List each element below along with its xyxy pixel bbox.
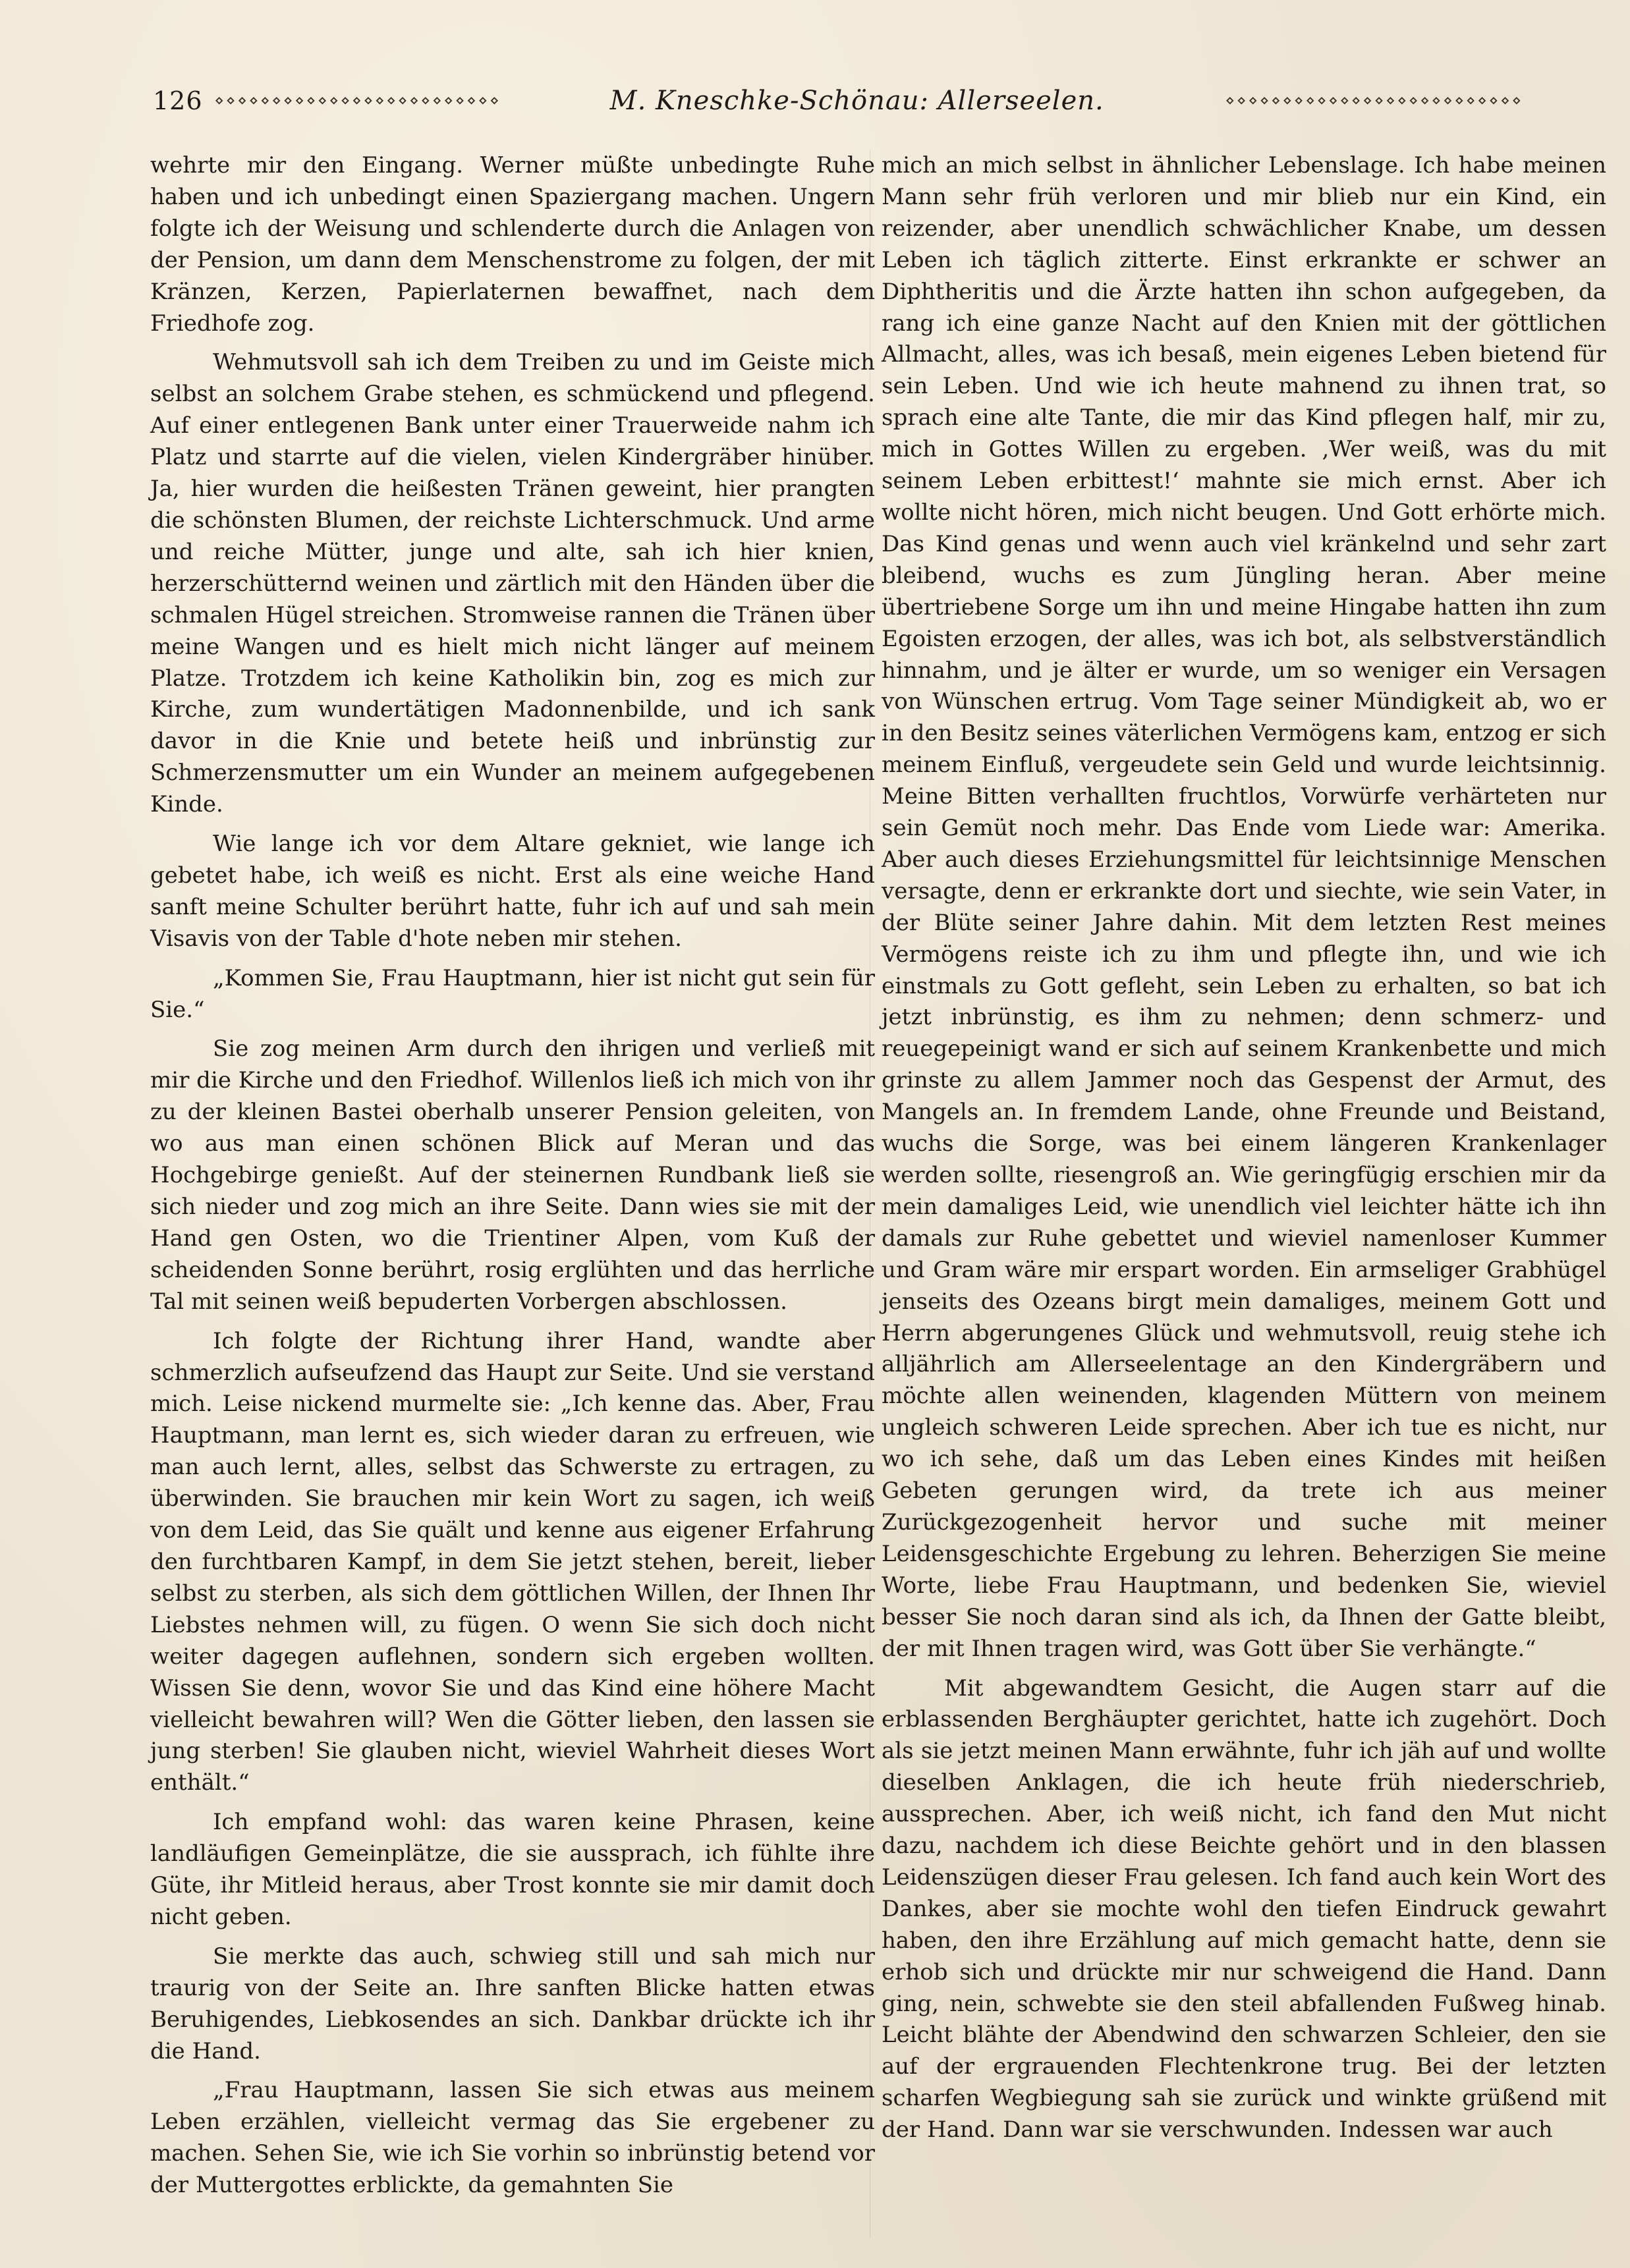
paragraph: mich an mich selbst in ähnlicher Lebenslage. Ich habe meinen Mann sehr früh verloren und mir blieb nur ein Kind, ein reizender, aber unendlich schwächlicher Knabe, um dessen Leben ich täglich zitterte. Einst erkrankte er schwer an Diphtheritis und die Ärzte hatten ihn schon aufgegeben, da rang ich eine ganze Nacht auf den Knien mit der göttlichen Allmacht, alles, was ich besaß, mein eigenes Leben bietend für sein Leben. Und wie ich heute mahnend zu ihnen trat, so sprach eine alte Tante, die mir das Kind pflegen half, mir zu, mich in Gottes Willen zu ergeben. ‚Wer weiß, was du mit seinem Leben erbittest!‘ mahnte sie mich ernst. Aber ich wollte nicht hören, mich nicht beugen. Und Gott erhörte mich. Das Kind genas und wenn auch viel kränkelnd und sehr zart bleibend, wuchs es zum Jüngling heran. Aber meine übertriebene Sorge um ihn und meine Hingabe hatten ihn zum Egoisten erzogen, der alles, was ich bot, als selbstverständlich hinnahm, und je älter er wurde, um so weniger ein Versagen von Wünschen ertrug. Vom Tage seiner Mündigkeit ab, wo er in den Besitz seines väterlichen Vermögens kam, entzog er sich meinem Einfluß, vergeudete sein Geld und wurde leichtsinnig. Meine Bitten verhallten fruchtlos, Vorwürfe verhärteten nur sein Gemüt noch mehr. Das Ende vom Liede war: Amerika. Aber auch dieses Erziehungsmittel für leichtsinnige Menschen versagte, denn er erkrankte dort und siechte, wie sein Vater, in der Blüte seiner Jahre dahin. Mit dem letzten Rest meines Vermögens reiste ich zu ihm und pflegte ihn, und wie ich einstmals zu Gott gefleht, sein Leben zu erhalten, so bat ich jetzt inbrünstig, es ihm zu nehmen; denn schmerz- und reuegepeinigt wand er sich auf seinem Krankenbette und mich grinste zu allem Jammer noch das Gespenst der Armut, des Mangels an. In fremdem Lande, ohne Freunde und Beistand, wuchs die Sorge, was bei einem längeren Krankenlager werden sollte, riesengroß an. Wie geringfügig erschien mir da mein damaliges Leid, wie unendlich viel leichter hätte ich ihn damals zur Ruhe gebettet und wieviel namenloser Kummer und Gram wäre mir erspart worden. Ein armseliger Grabhügel jenseits des Ozeans birgt mein damaliges, meinem Gott und Herrn abgerungenes Glück und wehmutsvoll, reuig stehe ich alljährlich am Allerseelentage an den Kindergräbern und möchte allen weinenden, klagenden Müttern von meinem ungleich schweren Leide sprechen. Aber ich tue es nicht, nur wo ich sehe, daß um das Leben eines Kindes mit heißen Gebeten gerungen wird, da trete ich aus meiner Zurückgezogenheit hervor und suche mit meiner Leidensgeschichte Ergebung zu lehren. Beherzigen Sie meine Worte, liebe Frau Hauptmann, und bedenken Sie, wieviel besser Sie noch daran sind als ich, da Ihnen der Gatte bleibt, der mit Ihnen tragen wird, was Gott über Sie verhängte.“: [882, 152, 1606, 1662]
running-head: M. Kneschke-Schönau: Allerseelen.: [609, 86, 1104, 116]
paragraph: Mit abgewandtem Gesicht, die Augen starr auf die erblassenden Berghäupter gerichtet, hatte ich zugehört. Doch als sie jetzt meinen Mann erwähnte, fuhr ich jäh auf und wollte dieselben Anklagen, die ich heute früh niederschrieb, aussprechen. Aber, ich weiß nicht, ich fand den Mut nicht dazu, nachdem ich diese Beichte gehört und in den blassen Leidenszügen dieser Frau gelesen. Ich fand auch kein Wort des Dankes, aber sie mochte wohl den tiefen Eindruck gewahrt haben, den ihre Erzählung auf mich gemacht hatte, denn sie erhob sich und drückte mir nur schweigend die Hand. Dann ging, nein, schwebte sie den steil abfallenden Fußweg hinab. Leicht blähte der Abendwind den schwarzen Schleier, den sie auf der ergrauenden Flechtenkrone trug. Bei der letzten scharfen Wegbiegung sah sie zurück und winkte grüßend mit der Hand. Dann war sie verschwunden. Indessen war auch: [882, 1674, 1606, 2144]
paragraph: Sie zog meinen Arm durch den ihrigen und verließ mit mir die Kirche und den Friedhof. Willenlos ließ ich mich von ihr zu der kleinen Bastei oberhalb unserer Pension geleiten, von wo aus man einen schönen Blick auf Meran und das Hochgebirge genießt. Auf der steinernen Rundbank ließ sie sich nieder und zog mich an ihre Seite. Dann wies sie mit der Hand gen Osten, wo die Trientiner Alpen, vom Kuß der scheidenden Sonne berührt, rosig erglühten und das herrliche Tal mit seinen weiß bepuderten Vorbergen abschlossen.: [150, 1036, 875, 1315]
page-header: [153, 78, 1523, 124]
paragraph: Ich empfand wohl: das waren keine Phrasen, keine landläufigen Gemeinplätze, die sie aussprach, ich fühlte ihre Güte, ihr Mitleid heraus, aber Trost konnte sie mir damit doch nicht geben.: [150, 1809, 875, 1930]
page-number: 126: [153, 86, 203, 115]
paragraph: „Kommen Sie, Frau Hauptmann, hier ist nicht gut sein für Sie.“: [150, 964, 875, 1023]
ornament-rule-right: ⋄⋄⋄⋄⋄⋄⋄⋄⋄⋄⋄⋄⋄⋄⋄⋄⋄⋄⋄⋄⋄⋄⋄⋄⋄⋄: [1225, 92, 1523, 109]
paragraph: Wehmutsvoll sah ich dem Treiben zu und im Geiste mich selbst an solchem Grabe stehen, es schmückend und pflegend. Auf einer entlegenen Bank unter einer Trauerweide nahm ich Platz und starrte auf die vielen, vielen Kindergräber hinüber. Ja, hier wurden die heißesten Tränen geweint, hier prangten die schönsten Blumen, der reichste Lichterschmuck. Und arme und reiche Mütter, junge und alte, sah ich hier knien, herzerschütternd weinen und zärtlich mit den Händen über die schmalen Hügel streichen. Stromweise rannen die Tränen über meine Wangen und es hielt mich nicht länger auf meinem Platze. Trotzdem ich keine Katholikin bin, zog es mich zur Kirche, zum wundertätigen Madonnenbilde, und ich sank davor in die Knie und betete heiß und inbrünstig zur Schmerzensmutter um ein Wunder an meinem aufgegebenen Kinde.: [150, 349, 875, 818]
text-columns: [0, 150, 1630, 2245]
left-column: [150, 150, 875, 2245]
right-column: [882, 150, 1606, 2245]
paragraph: „Frau Hauptmann, lassen Sie sich etwas aus meinem Leben erzählen, vielleicht vermag das Sie ergebener zu machen. Sehen Sie, wie ich Sie vorhin so inbrünstig betend vor der Muttergottes erblickte, da gemahnten Sie: [150, 2077, 875, 2199]
paragraph: wehrte mir den Eingang. Werner müßte unbedingte Ruhe haben und ich unbedingt einen Spaziergang machen. Ungern folgte ich der Weisung und schlenderte durch die Anlagen von der Pension, um dann dem Menschenstrome zu folgen, der mit Kränzen, Kerzen, Papierlaternen bewaffnet, nach dem Friedhofe zog.: [150, 152, 875, 337]
paragraph: Wie lange ich vor dem Altare gekniet, wie lange ich gebetet habe, ich weiß es nicht. Erst als eine weiche Hand sanft meine Schulter berührt hatte, fuhr ich auf und sah mein Visavis von der Table d'hote neben mir stehen.: [150, 831, 875, 952]
paragraph: Sie merkte das auch, schwieg still und sah mich nur traurig von der Seite an. Ihre sanften Blicke hatten etwas Beruhigendes, Liebkosendes an sich. Dankbar drückte ich ihr die Hand.: [150, 1943, 875, 2064]
ornament-rule-left: ⋄⋄⋄⋄⋄⋄⋄⋄⋄⋄⋄⋄⋄⋄⋄⋄⋄⋄⋄⋄⋄⋄⋄⋄⋄: [214, 92, 501, 109]
paragraph: Ich folgte der Richtung ihrer Hand, wandte aber schmerzlich aufseufzend das Haupt zur Seite. Und sie verstand mich. Leise nickend murmelte sie: „Ich kenne das. Aber, Frau Hauptmann, man lernt es, sich wieder daran zu erfreuen, wie man auch lernt, alles, selbst das Schwerste zu ertragen, zu überwinden. Sie brauchen mir kein Wort zu sagen, ich weiß von dem Leid, das Sie quält und kenne aus eigener Erfahrung den furchtbaren Kampf, in dem Sie jetzt stehen, bereit, lieber selbst zu sterben, als sich dem göttlichen Willen, der Ihnen Ihr Liebstes nehmen will, zu fügen. O wenn Sie sich doch nicht weiter dagegen auflehnen, sondern sich ergeben wollten. Wissen Sie denn, wovor Sie und das Kind eine höhere Macht vielleicht bewahren will? Wen die Götter lieben, den lassen sie jung sterben! Sie glauben nicht, wieviel Wahrheit dieses Wort enthält.“: [150, 1327, 875, 1796]
